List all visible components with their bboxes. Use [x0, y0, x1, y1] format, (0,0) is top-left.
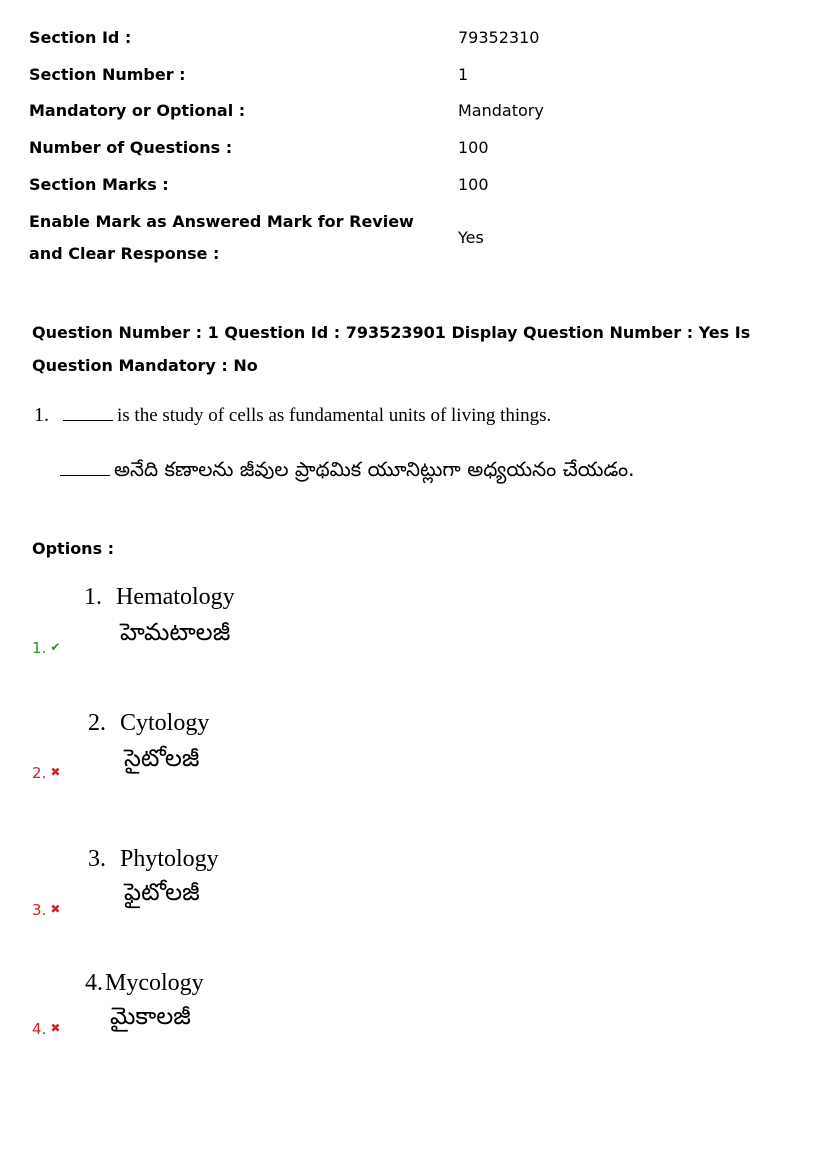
option-2-marker-label: 2.	[32, 764, 47, 782]
option-3-text: Phytology	[120, 846, 219, 872]
option-3-marker-label: 3.	[32, 901, 47, 919]
section-marks-value: 100	[458, 175, 489, 194]
option-4-te: మైకాలజీ	[110, 1002, 191, 1030]
question-text-te	[60, 457, 635, 486]
mandatory-label: Mandatory or Optional :	[29, 101, 246, 120]
option-2-num: 2.	[88, 710, 106, 736]
check-icon: ✔	[50, 640, 61, 654]
section-number-value: 1	[458, 65, 469, 84]
option-1-num: 1.	[84, 584, 102, 610]
option-3-num: 3.	[88, 846, 106, 872]
section-id-value: 79352310	[458, 28, 540, 47]
enable-mark-label: Enable Mark as Answered Mark for Review and Clear Response :	[29, 212, 414, 263]
option-1-marker	[32, 639, 60, 657]
option-1-marker-label: 1.	[32, 639, 47, 657]
cross-icon: ✖	[50, 902, 61, 916]
option-1-en	[84, 584, 235, 611]
option-4-en	[85, 970, 204, 997]
option-2-te: సైటోలజీ	[124, 744, 200, 772]
option-2-marker	[32, 764, 60, 782]
section-id-label: Section Id :	[29, 28, 132, 47]
option-2-en	[88, 710, 209, 737]
answer-blank-te	[60, 457, 110, 476]
option-1-text: Hematology	[116, 584, 235, 610]
option-1-te: హెమటాలజీ	[120, 618, 231, 646]
option-3-te: ఫైటోలజీ	[124, 878, 200, 906]
option-2-text: Cytology	[120, 710, 210, 736]
options-label: Options :	[32, 539, 115, 558]
option-3-en	[88, 846, 219, 873]
section-number-label: Section Number :	[29, 65, 186, 84]
question-te: అనేది కణాలను జీవుల ప్రాథమిక యూనిట్లుగా అధ్యయనం చేయడం.	[114, 457, 635, 481]
section-marks-label: Section Marks :	[29, 175, 169, 194]
cross-icon: ✖	[50, 1021, 61, 1035]
option-4-num: 4.	[85, 970, 103, 996]
cross-icon: ✖	[50, 765, 61, 779]
enable-mark-value: Yes	[458, 228, 484, 247]
question-header: Question Number : 1 Question Id : 793523901 Display Question Number : Yes Is Question Mandatory : No	[32, 323, 751, 375]
option-4-text: Mycology	[105, 970, 204, 996]
answer-blank	[63, 402, 113, 421]
question-en: is the study of cells as fundamental units of living things.	[117, 405, 552, 426]
num-questions-value: 100	[458, 138, 489, 157]
num-questions-label: Number of Questions :	[29, 138, 233, 157]
option-3-marker	[32, 901, 60, 919]
mandatory-value: Mandatory	[458, 101, 544, 120]
question-text-en	[34, 402, 551, 427]
question-number: 1.	[34, 404, 49, 426]
option-4-marker-label: 4.	[32, 1020, 47, 1038]
option-4-marker	[32, 1020, 60, 1038]
